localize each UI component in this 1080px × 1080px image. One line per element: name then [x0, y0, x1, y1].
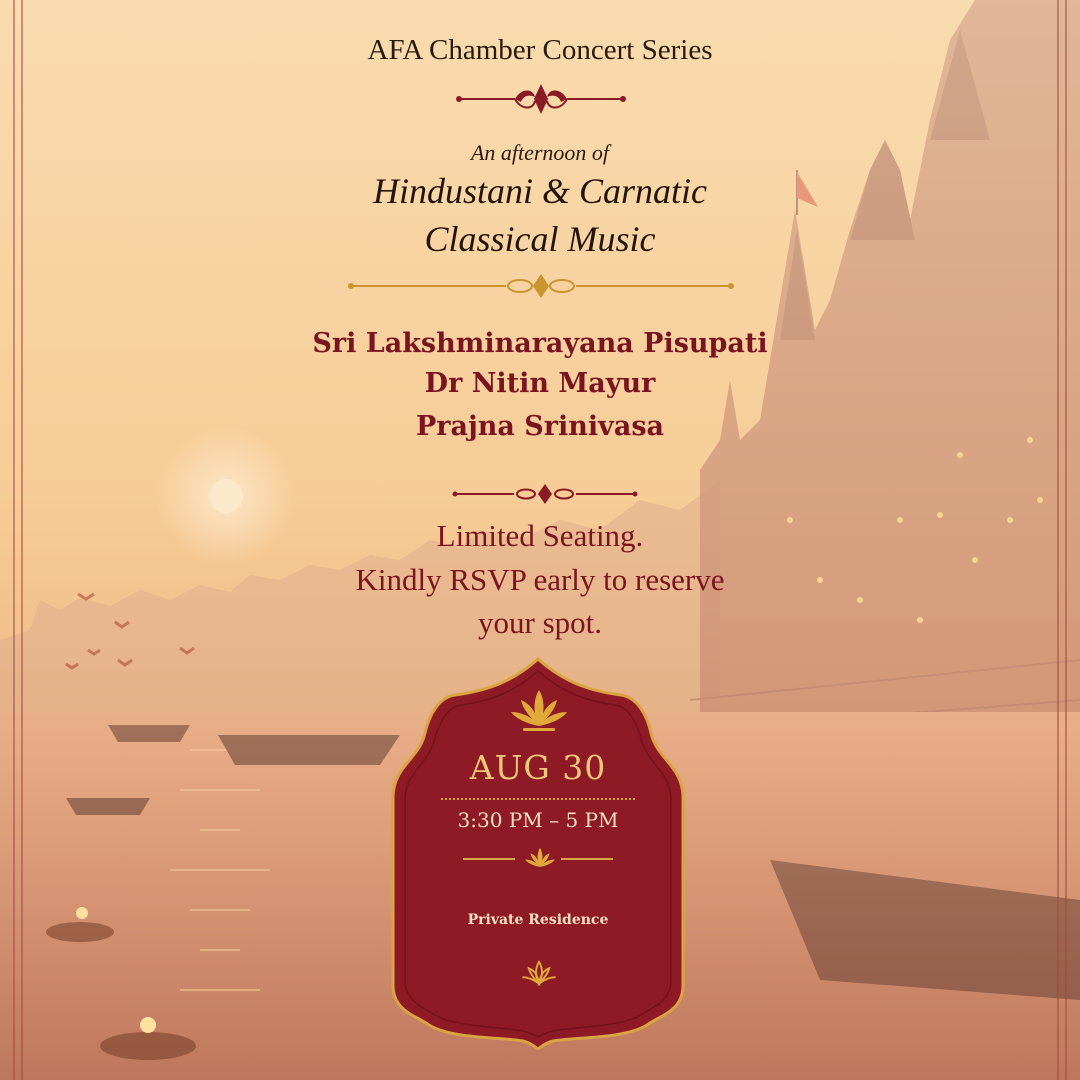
concert-title-line-2: Classical Music — [424, 219, 656, 259]
seating-note-line: Limited Seating. — [436, 518, 644, 553]
lotus-icon — [509, 686, 569, 736]
event-date: AUG 30 — [469, 748, 607, 787]
performer-name: Sri Lakshminarayana Pisupati — [312, 328, 768, 359]
scroll-ornament-icon — [455, 82, 627, 116]
seating-note-line: your spot. — [478, 605, 602, 640]
series-title: AFA Chamber Concert Series — [367, 34, 713, 66]
performer-name: Prajna Srinivasa — [415, 411, 665, 442]
lotus-icon — [524, 845, 556, 873]
intro-text: An afternoon of — [470, 140, 610, 165]
lotus-icon — [511, 958, 567, 990]
performer-name: Dr Nitin Mayur — [424, 368, 656, 399]
seating-note-line: Kindly RSVP early to reserve — [355, 562, 725, 597]
event-time: 3:30 PM – 5 PM — [457, 808, 619, 832]
gold-divider-icon — [348, 272, 734, 300]
maroon-divider-icon — [452, 482, 638, 506]
event-venue: Private Residence — [467, 912, 609, 928]
concert-title-line-1: Hindustani & Carnatic — [372, 171, 708, 211]
